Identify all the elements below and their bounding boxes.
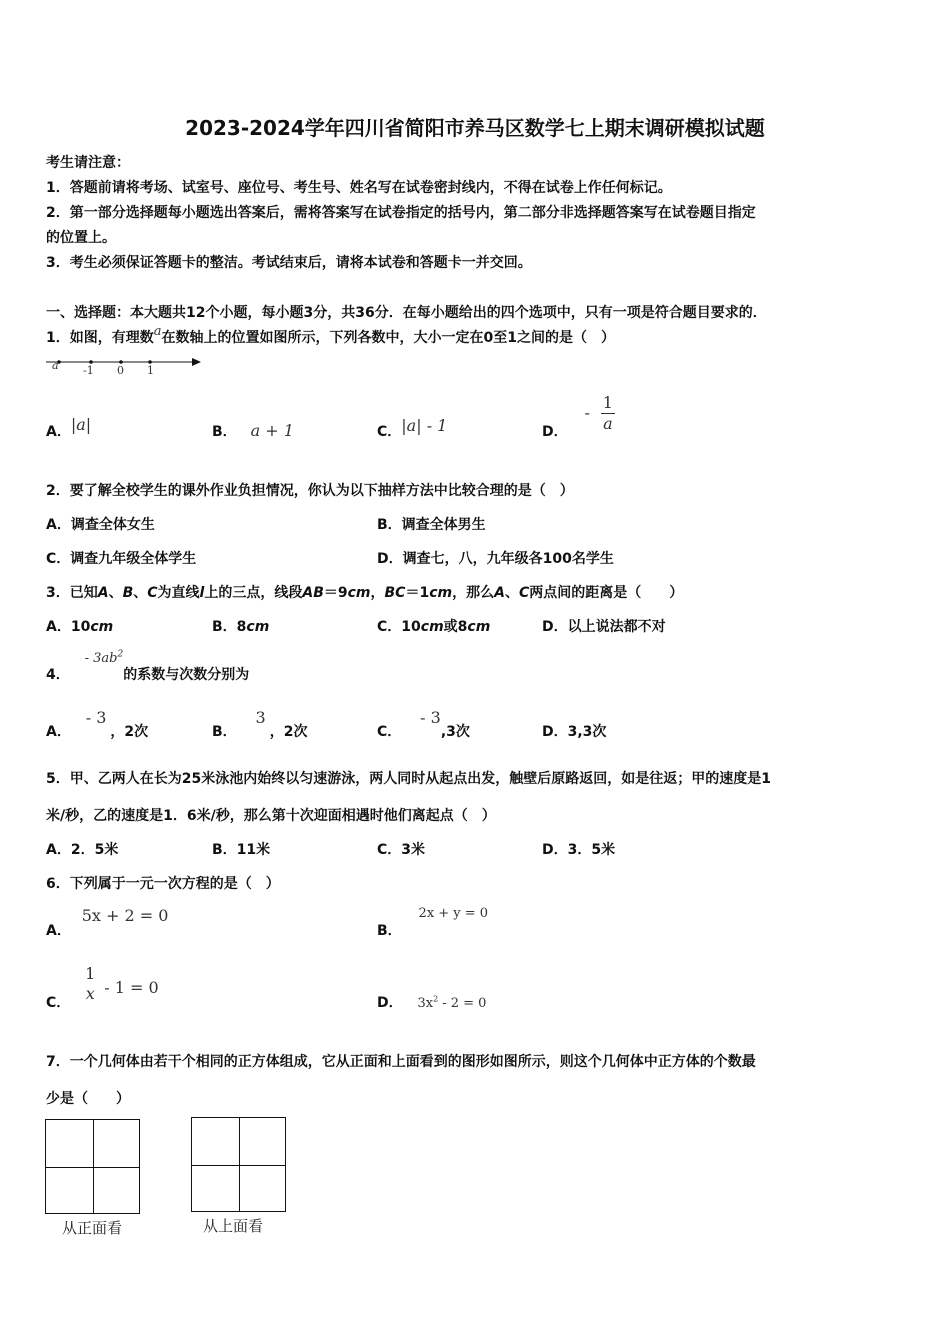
- q1-option-c[interactable]: C．|a| - 1: [377, 416, 448, 440]
- q5-option-d[interactable]: D．3．5米: [542, 842, 616, 858]
- top-view-caption: 从上面看: [203, 1217, 264, 1235]
- label-1: 1: [147, 364, 154, 377]
- notice-item: 1．答题前请将考场、试室号、座位号、考生号、姓名写在试卷密封线内，不得在试卷上作任何标记。: [46, 180, 672, 196]
- q4-option-c[interactable]: C． - 3,3次: [377, 708, 470, 740]
- grid-line: [46, 1167, 139, 1169]
- q5-option-b[interactable]: B．11米: [212, 842, 271, 858]
- q1-option-d[interactable]: D． - $\frac{1}{a}$: [542, 393, 613, 440]
- q7-stem-line2: 少是（ ）: [46, 1091, 130, 1107]
- q3-option-c[interactable]: C．10cm或8cm: [377, 619, 491, 635]
- q6-option-d[interactable]: D． $3x^2 - 2 = 0$: [377, 994, 487, 1011]
- q3-option-a[interactable]: A．10cm: [46, 619, 114, 635]
- top-view-grid: [191, 1117, 286, 1212]
- q6-option-d-expr: $3x^2 - 2 = 0$: [417, 994, 487, 1011]
- q3-option-b[interactable]: B．8cm: [212, 619, 270, 635]
- fraction: 1 x: [85, 964, 96, 1003]
- q5-stem-line2: 米/秒，乙的速度是1．6米/秒，那么第十次迎面相遇时他们离起点（ ）: [46, 808, 496, 824]
- q2-option-c[interactable]: C．调查九年级全体学生: [46, 551, 197, 567]
- grid-line: [192, 1165, 285, 1167]
- front-view-grid: [45, 1119, 140, 1214]
- q6-option-b[interactable]: B． 2x + y = 0: [377, 906, 489, 939]
- q2-option-b[interactable]: B．调查全体男生: [377, 517, 486, 533]
- q1-stem: 1．如图，有理数a在数轴上的位置如图所示，下列各数中，大小一定在0至1之间的是（ ）: [46, 324, 615, 346]
- q6-option-a[interactable]: A． 5x + 2 = 0: [46, 906, 169, 939]
- notice-item: 2．第一部分选择题每小题选出答案后，需将答案写在试卷指定的括号内，第二部分非选择题答案写在试卷题目指定: [46, 205, 756, 221]
- q2-option-a[interactable]: A．调查全体女生: [46, 517, 155, 533]
- q4-expression: - $3ab^2$: [84, 650, 124, 667]
- q3-option-d[interactable]: D．以上说法都不对: [542, 619, 666, 635]
- q5-option-c[interactable]: C．3米: [377, 842, 426, 858]
- notice-heading: 考生请注意：: [46, 155, 130, 171]
- q4-stem: 4． - $3ab^2$的系数与次数分别为: [46, 650, 250, 683]
- q6-option-c[interactable]: C． 1 x - 1 = 0: [46, 964, 159, 1011]
- q1-variable: a: [153, 324, 162, 339]
- q1-option-b[interactable]: B． a + 1: [212, 421, 294, 440]
- q5-stem-line1: 5．甲、乙两人在长为25米泳池内始终以匀速游泳，两人同时从起点出发，触壁后原路返回，如是往返；甲的速度是1: [46, 771, 771, 787]
- q4-option-b[interactable]: B． 3，2次: [212, 708, 308, 740]
- q6-stem: 6．下列属于一元一次方程的是（ ）: [46, 876, 280, 892]
- label-neg-1: -1: [83, 364, 94, 377]
- q4-option-a[interactable]: A． - 3，2次: [46, 708, 149, 740]
- label-0: 0: [117, 364, 124, 377]
- page-title: 2023-2024学年四川省简阳市养马区数学七上期末调研模拟试题: [185, 116, 765, 140]
- q7-stem-line1: 7．一个几何体由若干个相同的正方体组成，它从正面和上面看到的图形如图所示，则这个几何体中正方体的个数最: [46, 1054, 756, 1070]
- notice-item: 3．考生必须保证答题卡的整洁。考试结束后，请将本试卷和答题卡一并交回。: [46, 255, 532, 271]
- q1-option-a[interactable]: A．|a|: [46, 415, 92, 440]
- q4-option-d[interactable]: D．3,3次: [542, 724, 607, 740]
- q5-option-a[interactable]: A．2．5米: [46, 842, 119, 858]
- label-a: a: [52, 359, 59, 372]
- front-view-caption: 从正面看: [62, 1219, 123, 1237]
- q3-stem: 3．已知A、B、C为直线l上的三点，线段AB＝9cm，BC＝1cm，那么A、C两点间的距离是（ ）: [46, 585, 684, 601]
- number-line-arrow: [192, 358, 201, 366]
- q2-stem: 2．要了解全校学生的课外作业负担情况，你认为以下抽样方法中比较合理的是（ ）: [46, 483, 574, 499]
- notice-item: 的位置上。: [46, 230, 116, 246]
- fraction: $\frac{1}{a}$: [602, 393, 613, 433]
- number-line-figure: [44, 352, 204, 378]
- section-heading: 一、选择题：本大题共12个小题，每小题3分，共36分．在每小题给出的四个选项中，只有一项是符合题目要求的．: [46, 305, 767, 321]
- q2-option-d[interactable]: D．调查七，八，九年级各100名学生: [377, 551, 614, 567]
